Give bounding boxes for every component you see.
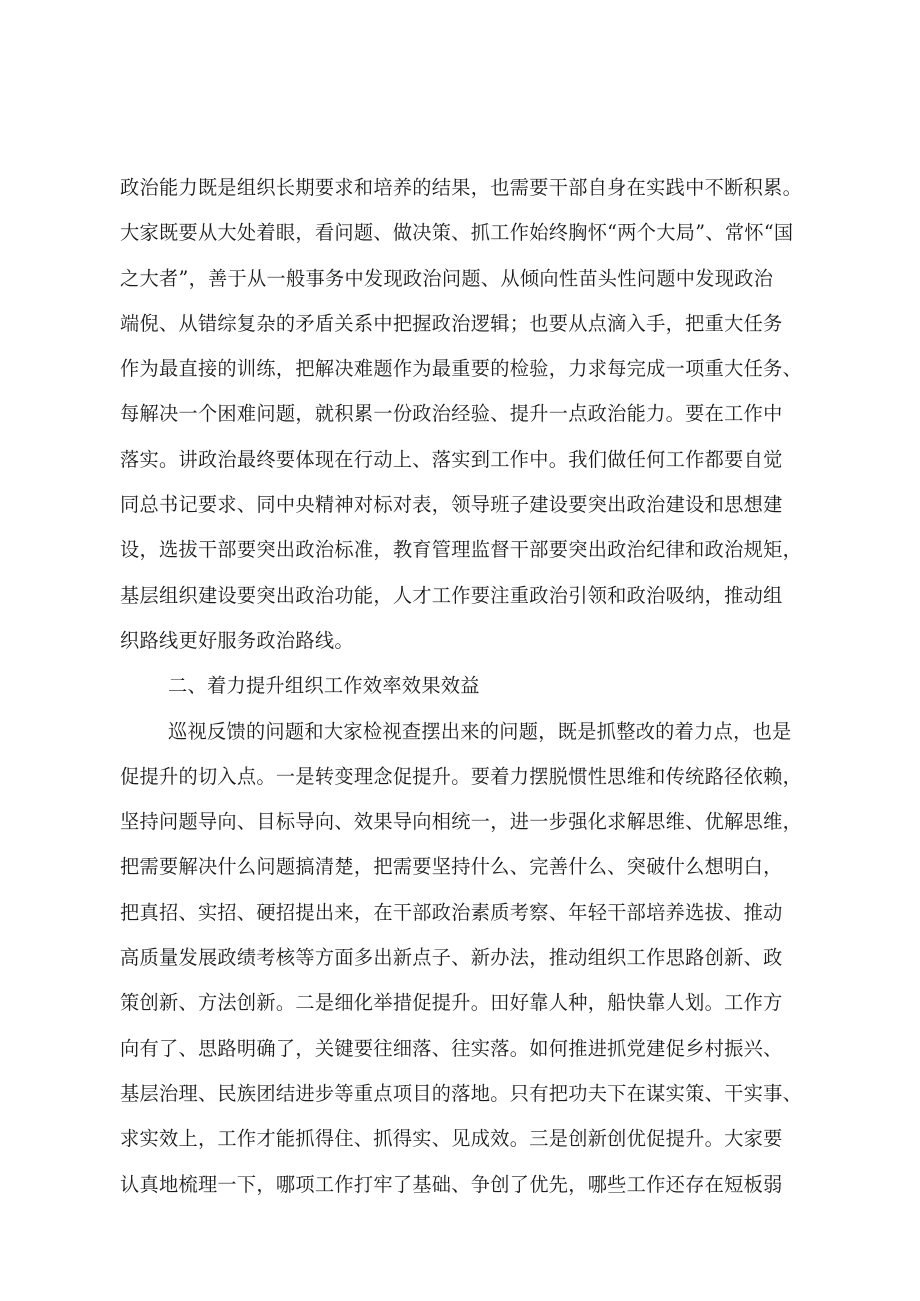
section-heading: 二、着力提升组织工作效率效果效益 xyxy=(168,674,480,698)
text-line: 求实效上，工作才能抓得住、抓得实、见成效。三是创新创优促提升。大家要 xyxy=(120,1127,783,1151)
document-body xyxy=(120,165,820,1207)
text-line: 认真地梳理一下，哪项工作打牢了基础、争创了优先，哪些工作还存在短板弱 xyxy=(120,1172,783,1196)
text-line: 把真招、实招、硬招提出来，在干部政治素质考察、年轻干部培养选拔、推动 xyxy=(120,900,783,924)
text-line: 端倪、从错综复杂的矛盾关系中把握政治逻辑；也要从点滴入手，把重大任务 xyxy=(120,311,783,335)
text-line: 基层治理、民族团结进步等重点项目的落地。只有把功夫下在谋实策、干实事、 xyxy=(120,1081,803,1105)
text-line: 织路线更好服务政治路线。 xyxy=(120,628,354,652)
text-line: 政治能力既是组织长期要求和培养的结果，也需要干部自身在实践中不断积累。 xyxy=(120,176,803,199)
text-line: 大家既要从大处着眼，看问题、做决策、抓工作始终胸怀“两个大局”、常怀“国 xyxy=(120,221,794,245)
text-line: 每解决一个困难问题，就积累一份政治经验、提升一点政治能力。要在工作中 xyxy=(120,402,783,426)
text-line: 坚持问题导向、目标导向、效果导向相统一，进一步强化求解思维、优解思维， xyxy=(120,810,803,834)
text-line: 同总书记要求、同中央精神对标对表，领导班子建设要突出政治建设和思想建 xyxy=(120,493,783,517)
text-line: 高质量发展政绩考核等方面多出新点子、新办法，推动组织工作思路创新、政 xyxy=(120,946,783,970)
text-line: 之大者”，善于从一般事务中发现政治问题、从倾向性苗头性问题中发现政治 xyxy=(120,266,774,290)
text-line: 设，选拔干部要突出政治标准，教育管理监督干部要突出政治纪律和政治规矩， xyxy=(120,538,803,562)
text-line: 策创新、方法创新。二是细化举措促提升。田好靠人种，船快靠人划。工作方 xyxy=(120,991,783,1015)
text-line: 作为最直接的训练，把解决难题作为最重要的检验，力求每完成一项重大任务、 xyxy=(120,357,803,381)
text-line: 向有了、思路明确了，关键要往细落、往实落。如何推进抓党建促乡村振兴、 xyxy=(120,1036,783,1060)
text-line: 基层组织建设要突出政治功能，人才工作要注重政治引领和政治吸纳，推动组 xyxy=(120,583,783,607)
text-line: 落实。讲政治最终要体现在行动上、落实到工作中。我们做任何工作都要自觉 xyxy=(120,447,783,471)
text-line: 把需要解决什么问题搞清楚，把需要坚持什么、完善什么、突破什么想明白， xyxy=(120,855,783,879)
text-line: 促提升的切入点。一是转变理念促提升。要着力摆脱惯性思维和传统路径依赖， xyxy=(120,764,803,788)
text-line: 巡视反馈的问题和大家检视查摆出来的问题，既是抓整改的着力点，也是 xyxy=(168,719,792,743)
